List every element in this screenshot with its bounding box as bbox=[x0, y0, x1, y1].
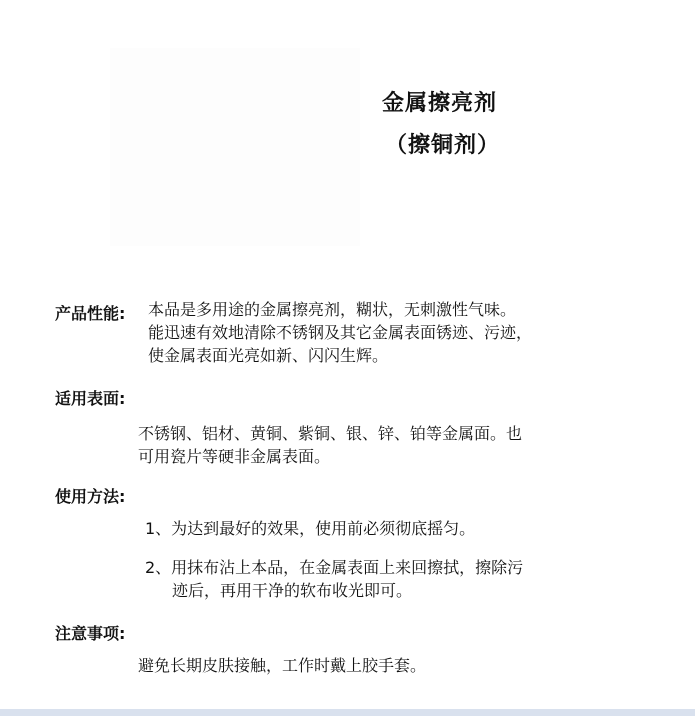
bottom-scroll-bar bbox=[0, 709, 695, 716]
document-title: 金属擦亮剂 bbox=[382, 91, 498, 116]
notes-label: 注意事项: bbox=[55, 624, 126, 643]
performance-label: 产品性能: bbox=[55, 304, 126, 323]
usage-step-2: 2、用抹布沾上本品，在金属表面上来回擦拭，擦除污 bbox=[145, 558, 524, 577]
performance-line-3: 使金属表面光亮如新、闪闪生辉。 bbox=[148, 346, 389, 365]
performance-line-1: 本品是多用途的金属擦亮剂，糊状，无刺激性气味。 bbox=[148, 300, 517, 319]
usage-step-2-continued: 迹后，再用干净的软布收光即可。 bbox=[172, 581, 413, 600]
usage-label: 使用方法: bbox=[55, 487, 126, 506]
performance-line-2: 能迅速有效地清除不锈钢及其它金属表面锈迹、污迹， bbox=[148, 323, 533, 342]
surfaces-line-2: 可用瓷片等硬非金属表面。 bbox=[138, 447, 331, 466]
usage-step-1: 1、为达到最好的效果，使用前必须彻底摇匀。 bbox=[145, 519, 476, 538]
surfaces-label: 适用表面: bbox=[55, 389, 126, 408]
notes-line-1: 避免长期皮肤接触，工作时戴上胶手套。 bbox=[138, 656, 427, 675]
surfaces-line-1: 不锈钢、铝材、黄铜、紫铜、银、锌、铂等金属面。也 bbox=[138, 424, 523, 443]
document-subtitle: （擦铜剂） bbox=[385, 133, 501, 158]
product-image-area bbox=[110, 48, 360, 246]
